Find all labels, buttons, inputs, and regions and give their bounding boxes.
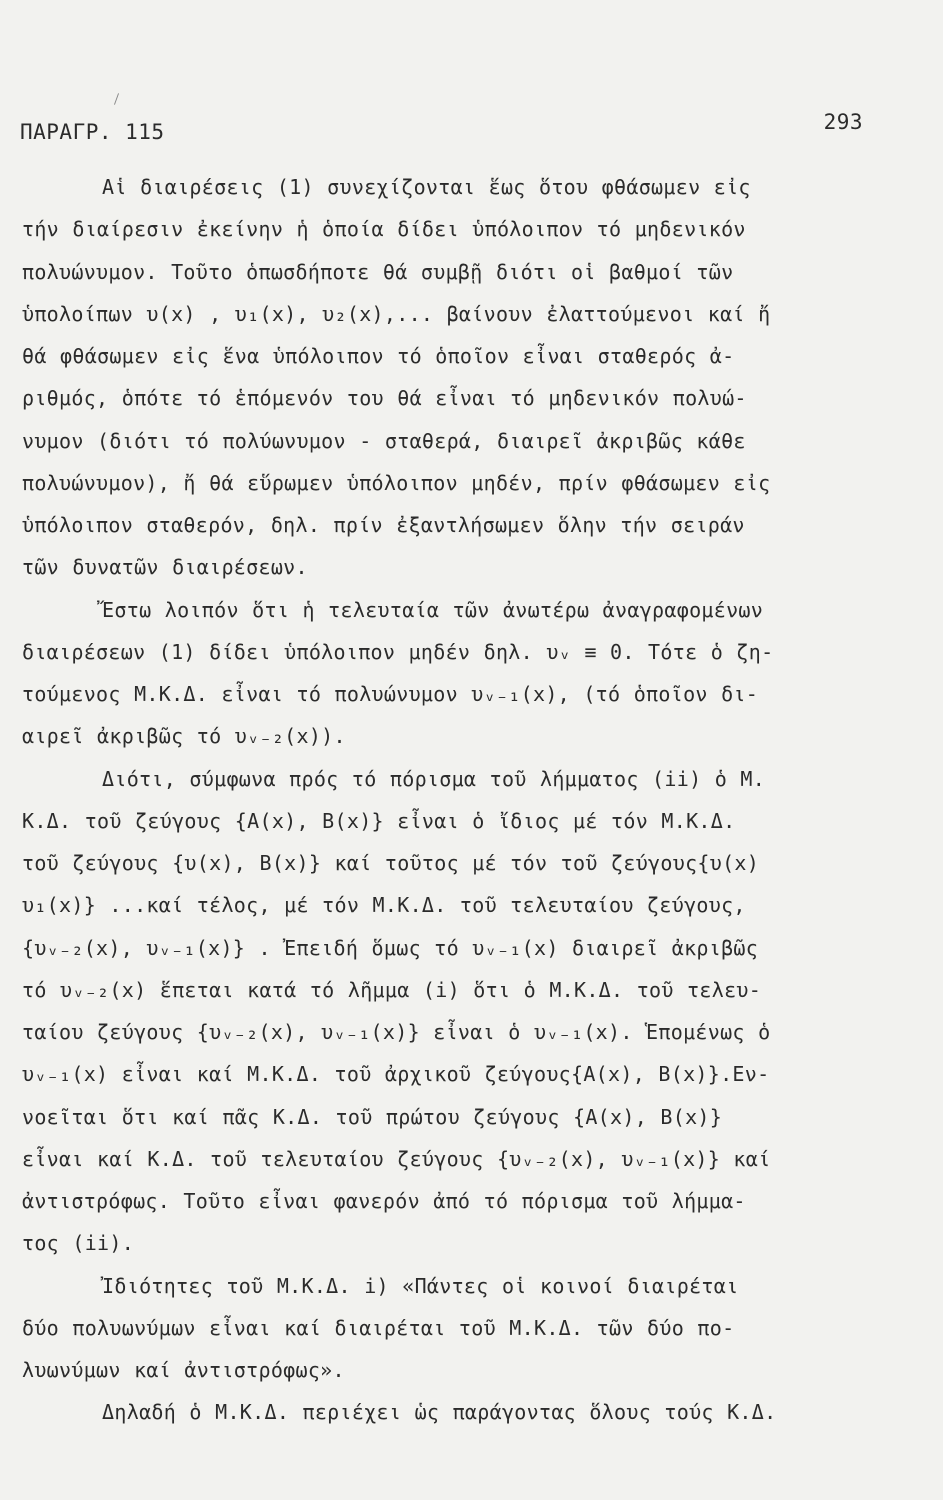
text-line: Δηλαδή ὁ Μ.Κ.Δ. περιέχει ὡς παράγοντας ὅλους τούς Κ.Δ.	[22, 1400, 777, 1425]
text-line: δύο πολυωνύμων εἶναι καί διαιρέται τοῦ Μ.Κ.Δ. τῶν δύο πο-	[22, 1315, 735, 1340]
text-line: ὑπόλοιπον σταθερόν, δηλ. πρίν ἐξαντλήσωμεν ὅλην τήν σειράν	[22, 513, 745, 537]
text-line: τήν διαίρεσιν ἐκείνην ἡ ὁποία δίδει ὑπόλοιπον τό μηδενικόν	[22, 217, 746, 242]
text-line: ταίου ζεύγους {υᵥ₋₂(x), υᵥ₋₁(x)} εἶναι ὁ υᵥ₋₁(x). Ἑπομένως ὁ	[22, 1020, 771, 1044]
body-text	[22, 166, 872, 1434]
text-line: τος (ii).	[22, 1231, 135, 1256]
text-line: ὑπολοίπων υ(x) , υ₁(x), υ₂(x),... βαίνουν ἐλαττούμενοι καί ἤ	[22, 301, 771, 326]
text-line: Κ.Δ. τοῦ ζεύγους {A(x), B(x)} εἶναι ὁ ἴδιος μέ τόν Μ.Κ.Δ.	[22, 808, 736, 833]
text-line: Αἱ διαιρέσεις (1) συνεχίζονται ἕως ὅτου φθάσωμεν εἰς	[22, 175, 751, 199]
page-number: 293	[823, 110, 863, 134]
page-header	[20, 110, 863, 150]
text-line: Ἔστω λοιπόν ὅτι ἡ τελευταία τῶν ἀνωτέρω ἀναγραφομένων	[22, 597, 764, 622]
text-line: υ₁(x)} ...καί τέλος, μέ τόν Μ.Κ.Δ. τοῦ τελευταίου ζεύγους,	[22, 893, 746, 918]
text-line: θά φθάσωμεν εἰς ἕνα ὑπόλοιπον τό ὁποῖον εἶναι σταθερός ἀ-	[22, 344, 735, 368]
section-label: ΠΑΡΑΓΡ. 115	[20, 120, 165, 144]
text-line: τούμενος Μ.Κ.Δ. εἶναι τό πολυώνυμον υᵥ₋₁(x), (τό ὁποῖον δι-	[22, 682, 759, 706]
text-line: αιρεῖ ἀκριβῶς τό υᵥ₋₂(x)).	[22, 724, 346, 749]
text-line: Διότι, σύμφωνα πρός τό πόρισμα τοῦ λήμματος (ii) ὁ Μ.	[22, 766, 766, 791]
stray-pen-mark	[114, 93, 119, 105]
text-line: λυωνύμων καί ἀντιστρόφως».	[22, 1358, 345, 1382]
text-line: υᵥ₋₁(x) εἶναι καί Μ.Κ.Δ. τοῦ ἀρχικοῦ ζεύγους{A(x), B(x)}.Εν-	[22, 1062, 770, 1087]
text-line: εἶναι καί Κ.Δ. τοῦ τελευταίου ζεύγους {υᵥ₋₂(x), υᵥ₋₁(x)} καί	[22, 1146, 771, 1171]
text-line: νυμον (διότι τό πολύωνυμον - σταθερά, διαιρεῖ ἀκριβῶς κάθε	[22, 428, 746, 453]
text-line: ἀντιστρόφως. Τοῦτο εἶναι φανερόν ἀπό τό πόρισμα τοῦ λήμμα-	[22, 1189, 746, 1213]
text-line: τοῦ ζεύγους {υ(x), B(x)} καί τοῦτος μέ τόν τοῦ ζεύγους{υ(x)	[22, 851, 760, 875]
text-line: ριθμός, ὁπότε τό ἑπόμενόν του θά εἶναι τό μηδενικόν πολυώ-	[22, 386, 747, 411]
text-line: Ἰδιότητες τοῦ Μ.Κ.Δ. i) «Πάντες οἱ κοινοί διαιρέται	[22, 1273, 739, 1298]
text-line: {υᵥ₋₂(x), υᵥ₋₁(x)} . Ἐπειδή ὅμως τό υᵥ₋₁(x) διαιρεῖ ἀκριβῶς	[22, 935, 759, 960]
text-line: διαιρέσεων (1) δίδει ὑπόλοιπον μηδέν δηλ. υᵥ ≡ 0. Τότε ὁ ζη-	[22, 639, 774, 664]
text-line: πολυώνυμον. Τοῦτο ὁπωσδήποτε θά συμβῇ διότι οἱ βαθμοί τῶν	[22, 259, 734, 284]
text-line: πολυώνυμον), ἤ θά εὕρωμεν ὑπόλοιπον μηδέν, πρίν φθάσωμεν εἰς	[22, 470, 771, 495]
text-line: νοεῖται ὅτι καί πᾶς Κ.Δ. τοῦ πρώτου ζεύγους {A(x), B(x)}	[22, 1104, 723, 1129]
text-line: τῶν δυνατῶν διαιρέσεων.	[22, 555, 308, 580]
text-line: τό υᵥ₋₂(x) ἕπεται κατά τό λῆμμα (i) ὅτι ὁ Μ.Κ.Δ. τοῦ τελευ-	[22, 977, 762, 1002]
